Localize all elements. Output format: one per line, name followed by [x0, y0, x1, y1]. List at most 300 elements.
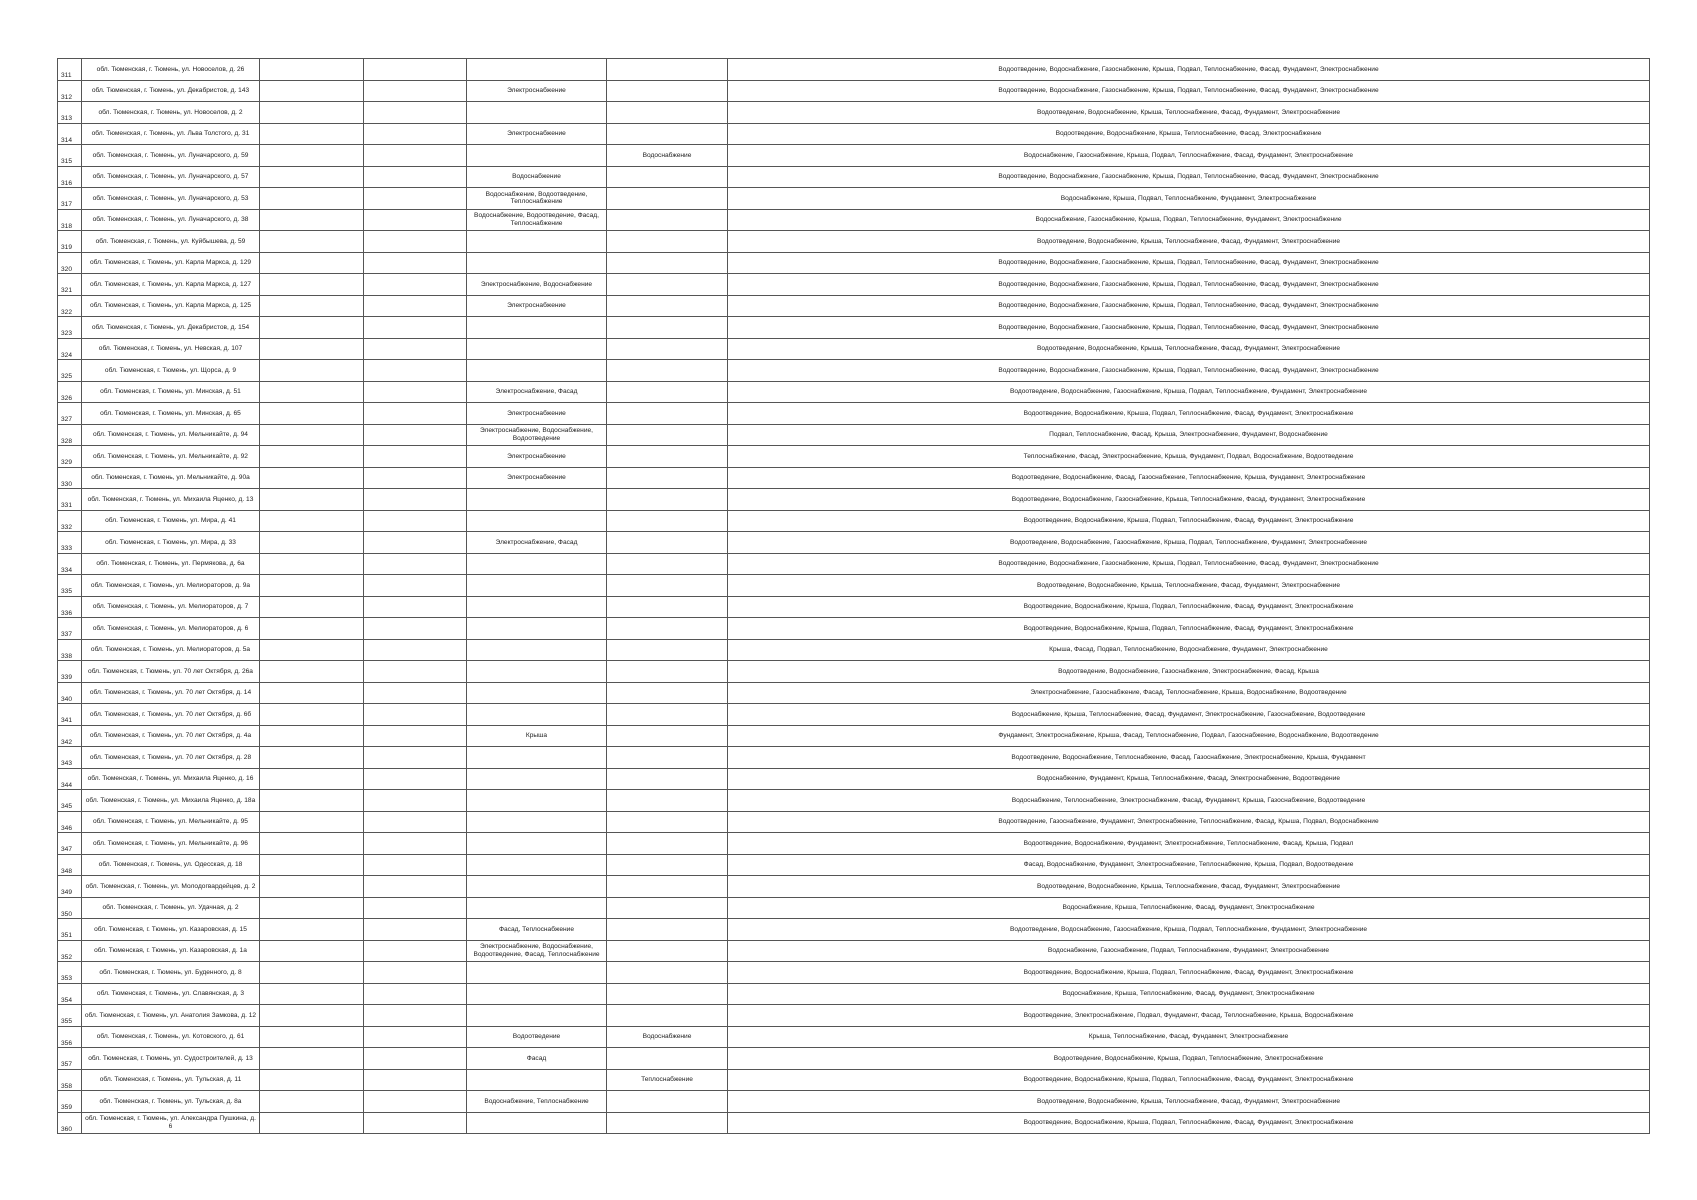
empty-cell — [364, 682, 467, 704]
empty-cell — [364, 747, 467, 769]
empty-cell — [364, 424, 467, 446]
additional-works-cell — [607, 768, 728, 790]
works-list-cell: Водоотведение, Водоснабжение, Газоснабжение, Крыша, Подвал, Теплоснабжение, Фундамент, Электроснабжение — [728, 381, 1650, 403]
additional-works-cell — [607, 661, 728, 683]
additional-works-cell — [607, 123, 728, 145]
works-list-cell: Водоотведение, Водоснабжение, Газоснабжение, Крыша, Теплоснабжение, Фасад, Фундамент, Электроснабжение — [728, 489, 1650, 511]
address-cell: обл. Тюменская, г. Тюмень, ул. 70 лет Октября, д. 6б — [82, 704, 260, 726]
empty-cell — [364, 1091, 467, 1113]
table-row — [58, 1026, 1650, 1048]
works-list-cell: Водоотведение, Водоснабжение, Газоснабжение, Электроснабжение, Фасад, Крыша — [728, 661, 1650, 683]
additional-works-cell — [607, 166, 728, 188]
table-row — [58, 940, 1650, 962]
empty-cell — [364, 639, 467, 661]
address-cell: обл. Тюменская, г. Тюмень, ул. Славянская, д. 3 — [82, 983, 260, 1005]
row-number: 360 — [58, 1112, 82, 1134]
additional-works-cell: Теплоснабжение — [607, 1069, 728, 1091]
row-number: 339 — [58, 661, 82, 683]
row-number: 311 — [58, 59, 82, 81]
empty-cell — [364, 123, 467, 145]
empty-cell — [260, 274, 364, 296]
table-row — [58, 790, 1650, 812]
address-cell: обл. Тюменская, г. Тюмень, ул. Невская, д. 107 — [82, 338, 260, 360]
address-cell: обл. Тюменская, г. Тюмень, ул. Мелиораторов, д. 5а — [82, 639, 260, 661]
empty-cell — [260, 1091, 364, 1113]
additional-works-cell — [607, 510, 728, 532]
table-row — [58, 1091, 1650, 1113]
works-list-cell: Фундамент, Электроснабжение, Крыша, Фасад, Теплоснабжение, Подвал, Газоснабжение, Водоснабжение, Водоотведение — [728, 725, 1650, 747]
table-row — [58, 747, 1650, 769]
table-row — [58, 80, 1650, 102]
additional-works-cell — [607, 1112, 728, 1134]
planned-works-cell — [467, 575, 607, 597]
table-row — [58, 188, 1650, 210]
empty-cell — [364, 575, 467, 597]
additional-works-cell — [607, 338, 728, 360]
additional-works-cell — [607, 596, 728, 618]
address-cell: обл. Тюменская, г. Тюмень, ул. Пермякова, д. 6а — [82, 553, 260, 575]
empty-cell — [364, 1026, 467, 1048]
address-cell: обл. Тюменская, г. Тюмень, ул. Декабристов, д. 143 — [82, 80, 260, 102]
empty-cell — [364, 467, 467, 489]
planned-works-cell — [467, 553, 607, 575]
planned-works-cell: Электроснабжение — [467, 467, 607, 489]
table-row — [58, 983, 1650, 1005]
additional-works-cell — [607, 274, 728, 296]
row-number: 322 — [58, 295, 82, 317]
planned-works-cell — [467, 811, 607, 833]
address-cell: обл. Тюменская, г. Тюмень, ул. Карла Маркса, д. 129 — [82, 252, 260, 274]
empty-cell — [364, 80, 467, 102]
additional-works-cell — [607, 1091, 728, 1113]
works-list-cell: Водоотведение, Водоснабжение, Крыша, Подвал, Теплоснабжение, Фасад, Фундамент, Электроснабжение — [728, 618, 1650, 640]
empty-cell — [364, 1005, 467, 1027]
planned-works-cell — [467, 510, 607, 532]
table-row — [58, 661, 1650, 683]
works-list-cell: Водоотведение, Водоснабжение, Крыша, Подвал, Теплоснабжение, Фасад, Фундамент, Электроснабжение — [728, 1069, 1650, 1091]
table-row — [58, 338, 1650, 360]
table-row — [58, 639, 1650, 661]
housing-works-table — [57, 58, 1649, 1134]
empty-cell — [364, 166, 467, 188]
address-cell: обл. Тюменская, г. Тюмень, ул. Удачная, д. 2 — [82, 897, 260, 919]
empty-cell — [260, 188, 364, 210]
row-number: 330 — [58, 467, 82, 489]
empty-cell — [364, 295, 467, 317]
empty-cell — [364, 1048, 467, 1070]
empty-cell — [260, 145, 364, 167]
planned-works-cell: Электроснабжение, Фасад — [467, 381, 607, 403]
row-number: 336 — [58, 596, 82, 618]
works-list-cell: Водоотведение, Водоснабжение, Крыша, Теплоснабжение, Фасад, Электроснабжение — [728, 123, 1650, 145]
planned-works-cell — [467, 876, 607, 898]
works-list-cell: Водоотведение, Водоснабжение, Газоснабжение, Крыша, Подвал, Теплоснабжение, Фасад, Фундамент, Электроснабжение — [728, 360, 1650, 382]
address-cell: обл. Тюменская, г. Тюмень, ул. Казаровская, д. 1а — [82, 940, 260, 962]
works-list-cell: Подвал, Теплоснабжение, Фасад, Крыша, Электроснабжение, Фундамент, Водоснабжение — [728, 424, 1650, 446]
row-number: 316 — [58, 166, 82, 188]
works-list-cell: Электроснабжение, Газоснабжение, Фасад, Теплоснабжение, Крыша, Водоснабжение, Водоотведение — [728, 682, 1650, 704]
empty-cell — [364, 145, 467, 167]
table-row — [58, 919, 1650, 941]
empty-cell — [364, 1112, 467, 1134]
empty-cell — [260, 682, 364, 704]
address-cell: обл. Тюменская, г. Тюмень, ул. Мелиораторов, д. 9а — [82, 575, 260, 597]
empty-cell — [260, 1005, 364, 1027]
address-cell: обл. Тюменская, г. Тюмень, ул. Карла Маркса, д. 127 — [82, 274, 260, 296]
works-list-cell: Водоотведение, Водоснабжение, Крыша, Подвал, Теплоснабжение, Электроснабжение — [728, 1048, 1650, 1070]
works-list-cell: Водоснабжение, Крыша, Теплоснабжение, Фасад, Фундамент, Электроснабжение — [728, 983, 1650, 1005]
address-cell: обл. Тюменская, г. Тюмень, ул. Луначарского, д. 59 — [82, 145, 260, 167]
planned-works-cell: Электроснабжение, Фасад — [467, 532, 607, 554]
table-row — [58, 1112, 1650, 1134]
address-cell: обл. Тюменская, г. Тюмень, ул. Мельникайте, д. 92 — [82, 446, 260, 468]
additional-works-cell — [607, 725, 728, 747]
address-cell: обл. Тюменская, г. Тюмень, ул. Тульская, д. 8а — [82, 1091, 260, 1113]
table-row — [58, 811, 1650, 833]
planned-works-cell — [467, 596, 607, 618]
table-row — [58, 59, 1650, 81]
table-row — [58, 962, 1650, 984]
row-number: 318 — [58, 209, 82, 231]
works-list-cell: Водоотведение, Водоснабжение, Газоснабжение, Крыша, Подвал, Теплоснабжение, Фасад, Фундамент, Электроснабжение — [728, 59, 1650, 81]
table-row — [58, 532, 1650, 554]
row-number: 353 — [58, 962, 82, 984]
empty-cell — [364, 338, 467, 360]
empty-cell — [260, 854, 364, 876]
additional-works-cell — [607, 876, 728, 898]
address-cell: обл. Тюменская, г. Тюмень, ул. Мельникайте, д. 90а — [82, 467, 260, 489]
works-list-cell: Водоотведение, Водоснабжение, Крыша, Теплоснабжение, Фасад, Фундамент, Электроснабжение — [728, 102, 1650, 124]
planned-works-cell — [467, 768, 607, 790]
table-row — [58, 317, 1650, 339]
table-row — [58, 403, 1650, 425]
works-list-cell: Водоотведение, Электроснабжение, Подвал, Фундамент, Фасад, Теплоснабжение, Крыша, Водоснабжение — [728, 1005, 1650, 1027]
row-number: 313 — [58, 102, 82, 124]
works-list-cell: Водоотведение, Водоснабжение, Крыша, Подвал, Теплоснабжение, Фасад, Фундамент, Электроснабжение — [728, 596, 1650, 618]
row-number: 356 — [58, 1026, 82, 1048]
works-list-cell: Водоотведение, Газоснабжение, Фундамент, Электроснабжение, Теплоснабжение, Фасад, Крыша, Подвал, Водоснабжение — [728, 811, 1650, 833]
works-list-cell: Водоотведение, Водоснабжение, Фасад, Газоснабжение, Теплоснабжение, Крыша, Фундамент, Электроснабжение — [728, 467, 1650, 489]
row-number: 327 — [58, 403, 82, 425]
empty-cell — [364, 553, 467, 575]
planned-works-cell: Водоснабжение, Водоотведение, Фасад, Теплоснабжение — [467, 209, 607, 231]
additional-works-cell — [607, 360, 728, 382]
planned-works-cell: Электроснабжение, Водоснабжение, Водоотведение, Фасад, Теплоснабжение — [467, 940, 607, 962]
empty-cell — [260, 166, 364, 188]
empty-cell — [364, 876, 467, 898]
additional-works-cell: Водоснабжение — [607, 145, 728, 167]
planned-works-cell: Фасад, Теплоснабжение — [467, 919, 607, 941]
additional-works-cell — [607, 532, 728, 554]
planned-works-cell: Электроснабжение — [467, 295, 607, 317]
row-number: 355 — [58, 1005, 82, 1027]
planned-works-cell — [467, 682, 607, 704]
table-row — [58, 596, 1650, 618]
row-number: 324 — [58, 338, 82, 360]
empty-cell — [364, 274, 467, 296]
address-cell: обл. Тюменская, г. Тюмень, ул. 70 лет Октября, д. 26а — [82, 661, 260, 683]
works-list-cell: Водоотведение, Водоснабжение, Газоснабжение, Крыша, Подвал, Теплоснабжение, Фасад, Фундамент, Электроснабжение — [728, 274, 1650, 296]
table-row — [58, 424, 1650, 446]
empty-cell — [260, 962, 364, 984]
planned-works-cell — [467, 704, 607, 726]
planned-works-cell — [467, 252, 607, 274]
address-cell: обл. Тюменская, г. Тюмень, ул. Михаила Яценко, д. 13 — [82, 489, 260, 511]
address-cell: обл. Тюменская, г. Тюмень, ул. Мира, д. 33 — [82, 532, 260, 554]
address-cell: обл. Тюменская, г. Тюмень, ул. Карла Маркса, д. 125 — [82, 295, 260, 317]
empty-cell — [260, 510, 364, 532]
address-cell: обл. Тюменская, г. Тюмень, ул. Михаила Яценко, д. 18а — [82, 790, 260, 812]
empty-cell — [364, 768, 467, 790]
empty-cell — [260, 790, 364, 812]
address-cell: обл. Тюменская, г. Тюмень, ул. Мира, д. 41 — [82, 510, 260, 532]
empty-cell — [260, 381, 364, 403]
empty-cell — [260, 80, 364, 102]
empty-cell — [260, 231, 364, 253]
additional-works-cell — [607, 854, 728, 876]
empty-cell — [364, 725, 467, 747]
empty-cell — [260, 360, 364, 382]
additional-works-cell — [607, 209, 728, 231]
additional-works-cell — [607, 1048, 728, 1070]
works-list-cell: Водоснабжение, Крыша, Теплоснабжение, Фасад, Фундамент, Электроснабжение, Газоснабжение, Водоотведение — [728, 704, 1650, 726]
works-list-cell: Фасад, Водоснабжение, Фундамент, Электроснабжение, Теплоснабжение, Крыша, Подвал, Водоотведение — [728, 854, 1650, 876]
empty-cell — [364, 209, 467, 231]
works-list-cell: Водоснабжение, Теплоснабжение, Электроснабжение, Фасад, Фундамент, Крыша, Газоснабжение, Водоотведение — [728, 790, 1650, 812]
works-list-cell: Водоотведение, Водоснабжение, Газоснабжение, Крыша, Подвал, Теплоснабжение, Фасад, Фундамент, Электроснабжение — [728, 80, 1650, 102]
empty-cell — [364, 661, 467, 683]
table-row — [58, 295, 1650, 317]
row-number: 349 — [58, 876, 82, 898]
works-list-cell: Водоотведение, Водоснабжение, Газоснабжение, Крыша, Подвал, Теплоснабжение, Фундамент, Электроснабжение — [728, 919, 1650, 941]
empty-cell — [260, 725, 364, 747]
empty-cell — [260, 876, 364, 898]
address-cell: обл. Тюменская, г. Тюмень, ул. Минская, д. 51 — [82, 381, 260, 403]
table-row — [58, 897, 1650, 919]
additional-works-cell — [607, 381, 728, 403]
empty-cell — [260, 747, 364, 769]
address-cell: обл. Тюменская, г. Тюмень, ул. Мельникайте, д. 95 — [82, 811, 260, 833]
address-cell: обл. Тюменская, г. Тюмень, ул. Молодогвардейцев, д. 2 — [82, 876, 260, 898]
empty-cell — [260, 532, 364, 554]
additional-works-cell — [607, 682, 728, 704]
empty-cell — [364, 360, 467, 382]
table-row — [58, 252, 1650, 274]
works-list-cell: Водоотведение, Водоснабжение, Крыша, Теплоснабжение, Фасад, Фундамент, Электроснабжение — [728, 1091, 1650, 1113]
empty-cell — [364, 489, 467, 511]
table-row — [58, 123, 1650, 145]
empty-cell — [364, 188, 467, 210]
additional-works-cell — [607, 403, 728, 425]
address-cell: обл. Тюменская, г. Тюмень, ул. Мелиораторов, д. 6 — [82, 618, 260, 640]
works-list-cell: Крыша, Фасад, Подвал, Теплоснабжение, Водоснабжение, Фундамент, Электроснабжение — [728, 639, 1650, 661]
empty-cell — [364, 381, 467, 403]
empty-cell — [364, 790, 467, 812]
additional-works-cell — [607, 231, 728, 253]
works-list-cell: Водоснабжение, Газоснабжение, Крыша, Подвал, Теплоснабжение, Фундамент, Электроснабжение — [728, 209, 1650, 231]
planned-works-cell: Водоснабжение — [467, 166, 607, 188]
empty-cell — [364, 897, 467, 919]
planned-works-cell — [467, 338, 607, 360]
additional-works-cell — [607, 295, 728, 317]
planned-works-cell: Водоснабжение, Водоотведение, Теплоснабжение — [467, 188, 607, 210]
address-cell: обл. Тюменская, г. Тюмень, ул. 70 лет Октября, д. 4а — [82, 725, 260, 747]
address-cell: обл. Тюменская, г. Тюмень, ул. Анатолия Замкова, д. 12 — [82, 1005, 260, 1027]
address-cell: обл. Тюменская, г. Тюмень, ул. Куйбышева, д. 59 — [82, 231, 260, 253]
empty-cell — [364, 1069, 467, 1091]
additional-works-cell — [607, 446, 728, 468]
row-number: 338 — [58, 639, 82, 661]
additional-works-cell — [607, 639, 728, 661]
planned-works-cell — [467, 661, 607, 683]
empty-cell — [260, 102, 364, 124]
table-row — [58, 274, 1650, 296]
works-list-cell: Водоснабжение, Фундамент, Крыша, Теплоснабжение, Фасад, Электроснабжение, Водоотведение — [728, 768, 1650, 790]
empty-cell — [260, 446, 364, 468]
table-row — [58, 833, 1650, 855]
works-list-cell: Теплоснабжение, Фасад, Электроснабжение, Крыша, Фундамент, Подвал, Водоснабжение, Водоотведение — [728, 446, 1650, 468]
empty-cell — [260, 338, 364, 360]
address-cell: обл. Тюменская, г. Тюмень, ул. Одесская, д. 18 — [82, 854, 260, 876]
empty-cell — [260, 661, 364, 683]
empty-cell — [260, 467, 364, 489]
works-list-cell: Водоотведение, Водоснабжение, Фундамент, Электроснабжение, Теплоснабжение, Фасад, Крыша, Подвал — [728, 833, 1650, 855]
address-cell: обл. Тюменская, г. Тюмень, ул. Судостроителей, д. 13 — [82, 1048, 260, 1070]
planned-works-cell — [467, 145, 607, 167]
empty-cell — [364, 231, 467, 253]
table-row — [58, 360, 1650, 382]
additional-works-cell — [607, 553, 728, 575]
address-cell: обл. Тюменская, г. Тюмень, ул. Луначарского, д. 53 — [82, 188, 260, 210]
additional-works-cell — [607, 317, 728, 339]
row-number: 314 — [58, 123, 82, 145]
planned-works-cell — [467, 618, 607, 640]
table-body — [58, 59, 1650, 1134]
additional-works-cell — [607, 618, 728, 640]
row-number: 319 — [58, 231, 82, 253]
row-number: 359 — [58, 1091, 82, 1113]
row-number: 329 — [58, 446, 82, 468]
additional-works-cell — [607, 489, 728, 511]
additional-works-cell — [607, 252, 728, 274]
table-row — [58, 854, 1650, 876]
works-list-cell: Водоотведение, Водоснабжение, Крыша, Подвал, Теплоснабжение, Фасад, Фундамент, Электроснабжение — [728, 962, 1650, 984]
row-number: 335 — [58, 575, 82, 597]
row-number: 337 — [58, 618, 82, 640]
row-number: 325 — [58, 360, 82, 382]
additional-works-cell — [607, 59, 728, 81]
address-cell: обл. Тюменская, г. Тюмень, ул. Новоселов, д. 2 — [82, 102, 260, 124]
works-list-cell: Водоотведение, Водоснабжение, Крыша, Теплоснабжение, Фасад, Фундамент, Электроснабжение — [728, 231, 1650, 253]
works-list-cell: Водоотведение, Водоснабжение, Газоснабжение, Крыша, Подвал, Теплоснабжение, Фасад, Фундамент, Электроснабжение — [728, 553, 1650, 575]
table-row — [58, 231, 1650, 253]
address-cell: обл. Тюменская, г. Тюмень, ул. Александра Пушкина, д. 6 — [82, 1112, 260, 1134]
empty-cell — [260, 983, 364, 1005]
works-list-cell: Водоснабжение, Газоснабжение, Крыша, Подвал, Теплоснабжение, Фасад, Фундамент, Электроснабжение — [728, 145, 1650, 167]
row-number: 343 — [58, 747, 82, 769]
planned-works-cell — [467, 983, 607, 1005]
works-list-cell: Водоотведение, Водоснабжение, Газоснабжение, Крыша, Подвал, Теплоснабжение, Фундамент, Электроснабжение — [728, 532, 1650, 554]
empty-cell — [260, 59, 364, 81]
empty-cell — [364, 252, 467, 274]
additional-works-cell — [607, 897, 728, 919]
empty-cell — [260, 768, 364, 790]
empty-cell — [260, 209, 364, 231]
planned-works-cell — [467, 59, 607, 81]
row-number: 312 — [58, 80, 82, 102]
row-number: 358 — [58, 1069, 82, 1091]
empty-cell — [364, 618, 467, 640]
additional-works-cell — [607, 467, 728, 489]
row-number: 350 — [58, 897, 82, 919]
empty-cell — [260, 639, 364, 661]
row-number: 351 — [58, 919, 82, 941]
empty-cell — [364, 102, 467, 124]
empty-cell — [260, 403, 364, 425]
empty-cell — [364, 940, 467, 962]
empty-cell — [364, 59, 467, 81]
row-number: 340 — [58, 682, 82, 704]
planned-works-cell: Электроснабжение — [467, 80, 607, 102]
table-row — [58, 145, 1650, 167]
table-row — [58, 618, 1650, 640]
works-list-cell: Водоотведение, Водоснабжение, Газоснабжение, Крыша, Подвал, Теплоснабжение, Фасад, Фундамент, Электроснабжение — [728, 317, 1650, 339]
table-row — [58, 1005, 1650, 1027]
empty-cell — [364, 704, 467, 726]
row-number: 317 — [58, 188, 82, 210]
empty-cell — [260, 618, 364, 640]
empty-cell — [260, 123, 364, 145]
additional-works-cell — [607, 790, 728, 812]
empty-cell — [260, 575, 364, 597]
row-number: 323 — [58, 317, 82, 339]
table-row — [58, 553, 1650, 575]
empty-cell — [364, 811, 467, 833]
address-cell: обл. Тюменская, г. Тюмень, ул. Казаровская, д. 15 — [82, 919, 260, 941]
row-number: 357 — [58, 1048, 82, 1070]
table-row — [58, 1048, 1650, 1070]
empty-cell — [260, 596, 364, 618]
table-row — [58, 876, 1650, 898]
table-row — [58, 467, 1650, 489]
additional-works-cell — [607, 962, 728, 984]
table-row — [58, 446, 1650, 468]
additional-works-cell — [607, 80, 728, 102]
planned-works-cell — [467, 833, 607, 855]
planned-works-cell: Электроснабжение, Водоснабжение — [467, 274, 607, 296]
empty-cell — [364, 532, 467, 554]
planned-works-cell: Электроснабжение — [467, 446, 607, 468]
planned-works-cell: Электроснабжение — [467, 403, 607, 425]
planned-works-cell — [467, 1069, 607, 1091]
additional-works-cell — [607, 811, 728, 833]
table-row — [58, 209, 1650, 231]
table-row — [58, 510, 1650, 532]
additional-works-cell — [607, 833, 728, 855]
works-list-cell: Водоснабжение, Газоснабжение, Подвал, Теплоснабжение, Фундамент, Электроснабжение — [728, 940, 1650, 962]
empty-cell — [364, 919, 467, 941]
row-number: 352 — [58, 940, 82, 962]
table-row — [58, 682, 1650, 704]
address-cell: обл. Тюменская, г. Тюмень, ул. Буденного, д. 8 — [82, 962, 260, 984]
additional-works-cell — [607, 424, 728, 446]
address-cell: обл. Тюменская, г. Тюмень, ул. Мельникайте, д. 94 — [82, 424, 260, 446]
address-cell: обл. Тюменская, г. Тюмень, ул. 70 лет Октября, д. 14 — [82, 682, 260, 704]
empty-cell — [260, 1069, 364, 1091]
empty-cell — [364, 403, 467, 425]
additional-works-cell — [607, 747, 728, 769]
additional-works-cell — [607, 704, 728, 726]
